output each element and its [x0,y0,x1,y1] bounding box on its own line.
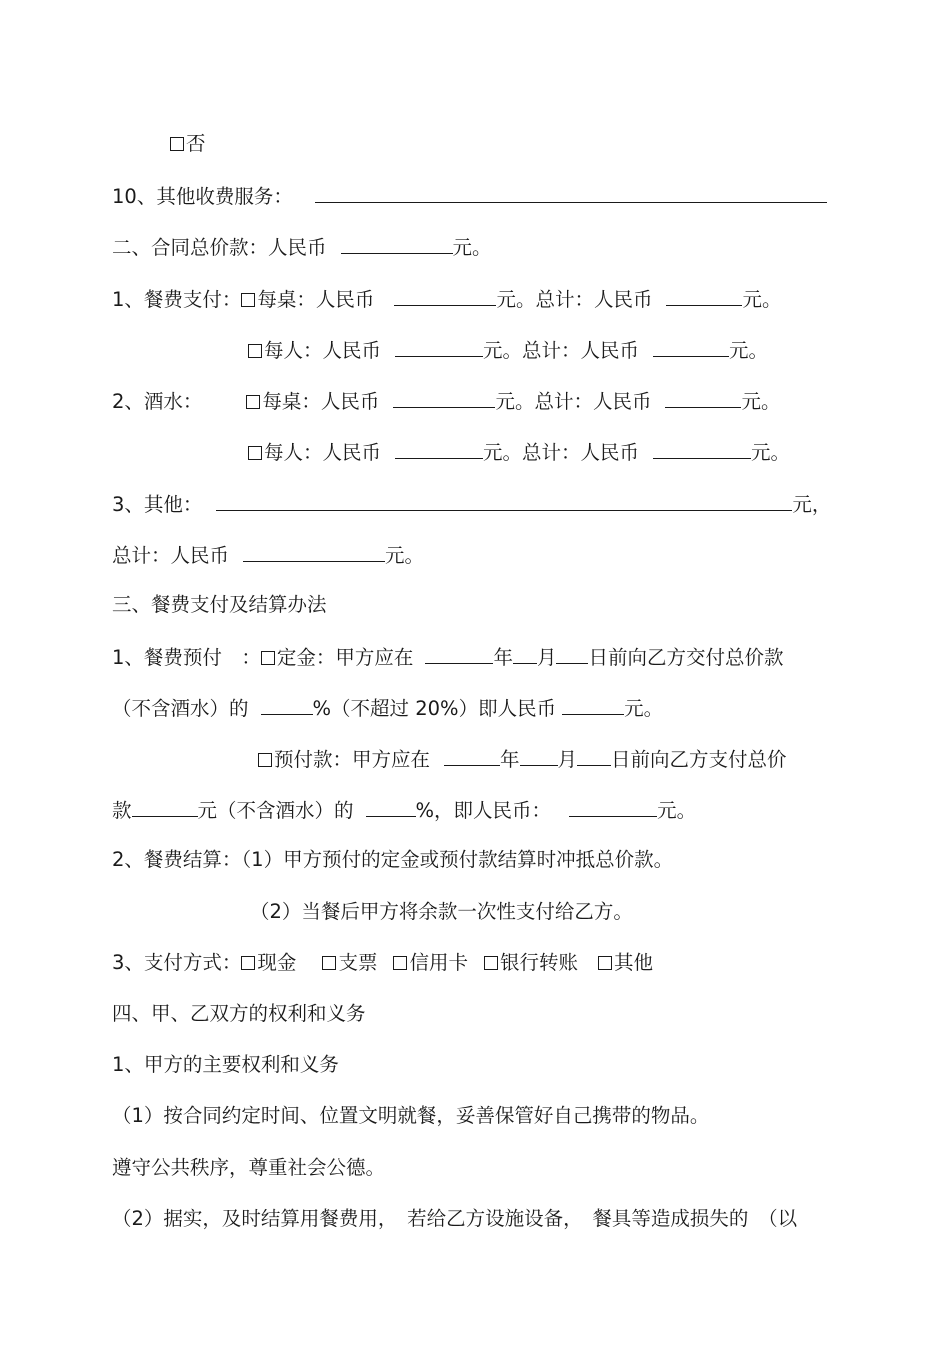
prepay-amount-blank[interactable] [569,796,657,817]
line-drinks: 2、酒水： 每桌：人民币 元。总计：人民币 元。 [112,387,780,415]
line-other-fees: 3、其他： 元， [112,490,831,518]
prepay-total-blank[interactable] [132,796,198,817]
prepay-year-blank[interactable] [444,745,500,766]
line-deposit-percent: （不含酒水）的 %（不超过 20%）即人民币 元。 [112,694,663,722]
grand-total-blank[interactable] [243,541,385,562]
section-rights-heading: 四、甲、乙双方的权利和义务 [112,1002,366,1025]
line-prepay-deposit: 1、餐费预付 ： 定金：甲方应在 年 月 日前向乙方交付总价款 [112,643,783,671]
line-prepayment: 预付款：甲方应在 年 月 日前向乙方支付总价 [258,745,787,773]
other-services-blank[interactable] [315,182,827,203]
checkbox-prepayment[interactable] [258,753,272,767]
meal-per-table-blank[interactable] [394,285,496,306]
line-meal-per-person: 每人：人民币 元。总计：人民币 元。 [248,336,768,364]
deposit-year-blank[interactable] [425,643,493,664]
meal-per-table-total-blank[interactable] [666,285,742,306]
line-total-price: 二、合同总价款：人民币 元。 [112,233,492,261]
total-price-blank[interactable] [341,233,453,254]
line-meal-payment: 1、餐费支付： 每桌：人民币 元。总计：人民币 元。 [112,285,781,313]
line-settlement: 2、餐费结算：（1）甲方预付的定金或预付款结算时冲抵总价款。 [112,848,674,871]
party-a-clause-1: （1）按合同约定时间、位置文明就餐，妥善保管好自己携带的物品。 [112,1104,710,1127]
deposit-day-blank[interactable] [556,643,588,664]
prepay-month-blank[interactable] [520,745,558,766]
section-payment-heading: 三、餐费支付及结算办法 [112,593,327,616]
deposit-month-blank[interactable] [513,643,537,664]
drinks-per-table-blank[interactable] [393,387,495,408]
checkbox-bank-transfer[interactable] [484,956,498,970]
party-a-clause-2: （2）据实，及时结算用餐费用， 若给乙方设施设备， 餐具等造成损失的 （以 [112,1207,798,1230]
deposit-percent-blank[interactable] [261,694,313,715]
checkbox-no[interactable] [170,137,184,151]
line-other-services: 10、其他收费服务： [112,182,827,210]
checkbox-check[interactable] [322,956,336,970]
checkbox-other[interactable] [598,956,612,970]
checkbox-deposit[interactable] [261,651,275,665]
line-drinks-per-person: 每人：人民币 元。总计：人民币 元。 [248,438,790,466]
line-no-option: 否 [170,131,206,157]
line-settlement-2: （2）当餐后甲方将余款一次性支付给乙方。 [250,900,633,923]
line-grand-total: 总计：人民币 元。 [112,541,424,569]
drinks-per-table-total-blank[interactable] [665,387,741,408]
deposit-amount-blank[interactable] [562,694,624,715]
checkbox-meal-per-table[interactable] [241,293,255,307]
meal-per-person-total-blank[interactable] [653,336,729,357]
checkbox-cash[interactable] [241,956,255,970]
checkbox-meal-per-person[interactable] [248,344,262,358]
party-a-heading: 1、甲方的主要权利和义务 [112,1053,339,1076]
prepay-percent-blank[interactable] [366,796,416,817]
party-a-clause-1-cont: 遵守公共秩序，尊重社会公德。 [112,1156,386,1179]
line-payment-method: 3、支付方式： 现金 支票 信用卡 银行转账 其他 [112,951,653,974]
checkbox-credit-card[interactable] [393,956,407,970]
meal-per-person-blank[interactable] [395,336,483,357]
checkbox-drinks-per-table[interactable] [246,395,260,409]
line-prepay-percent: 款 元（不含酒水）的 %，即人民币： 元。 [112,796,696,824]
drinks-per-person-total-blank[interactable] [653,438,751,459]
drinks-per-person-blank[interactable] [395,438,483,459]
other-fees-blank[interactable] [216,490,792,511]
checkbox-drinks-per-person[interactable] [248,446,262,460]
prepay-day-blank[interactable] [577,745,611,766]
